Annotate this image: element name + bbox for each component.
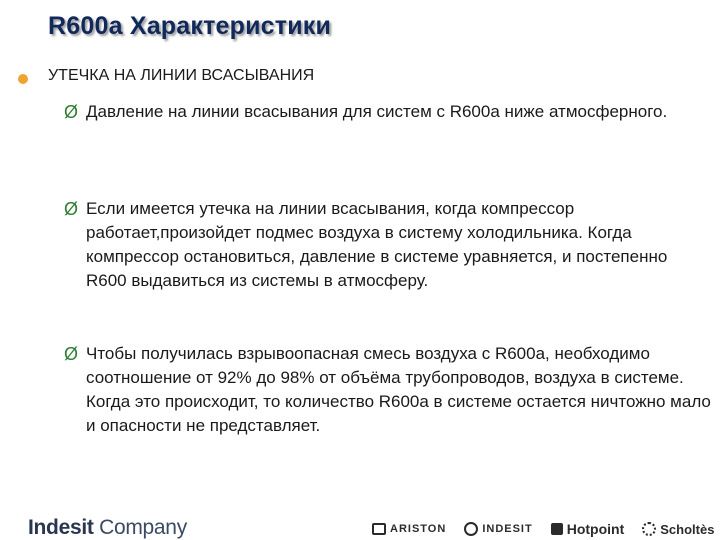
brand-ariston	[372, 523, 446, 535]
logo-light-part: Company	[93, 516, 187, 539]
bullet-text-2: Если имеется утечка на линии всасывания, когда компрессор работает,произойдет подмес воздуха в систему холодильника. Когда компрессор остановиться, давление в системе уравняется, и постепенно R600 выдавиться из системы в атмосферу.	[86, 199, 668, 290]
indesit-company-logo	[28, 516, 187, 540]
ariston-icon	[372, 523, 386, 535]
brand-label: ARISTON	[390, 523, 447, 535]
section-heading: УТЕЧКА НА ЛИНИИ ВСАСЫВАНИЯ	[48, 67, 315, 84]
logo-bold-part: Indesit	[28, 516, 94, 539]
bullet-point-2	[64, 197, 712, 293]
hotpoint-icon	[551, 523, 563, 535]
brand-hotpoint	[551, 521, 625, 537]
arrow-bullet-icon: Ø	[64, 199, 79, 219]
slide-title: R600a Характеристики	[48, 12, 332, 40]
bullet-point-1	[64, 100, 712, 124]
arrow-bullet-icon: Ø	[64, 344, 79, 364]
brand-label: INDESIT	[482, 523, 533, 535]
bullet-text-3: Чтобы получилась взрывоопасная смесь воздуха с R600a, необходимо соотношение от 92% до 98% от объёма трубопроводов, воздуха в системе. Когда это происходит, то количество R600a в системе остается ничтожно мало и опасности не представляет.	[86, 344, 711, 435]
brand-logos	[372, 521, 714, 537]
arrow-bullet-icon: Ø	[64, 102, 79, 122]
brand-label: Hotpoint	[566, 521, 625, 537]
brand-scholtes	[642, 522, 714, 537]
section-bullet-icon	[18, 74, 28, 84]
scholtes-icon	[642, 522, 656, 536]
bullet-point-3	[64, 342, 712, 438]
brand-label: Scholtès	[660, 521, 715, 537]
brand-indesit	[464, 522, 532, 536]
indesit-icon	[464, 522, 478, 536]
bullet-text-1: Давление на линии всасывания для систем с R600a ниже атмосферного.	[86, 102, 668, 121]
